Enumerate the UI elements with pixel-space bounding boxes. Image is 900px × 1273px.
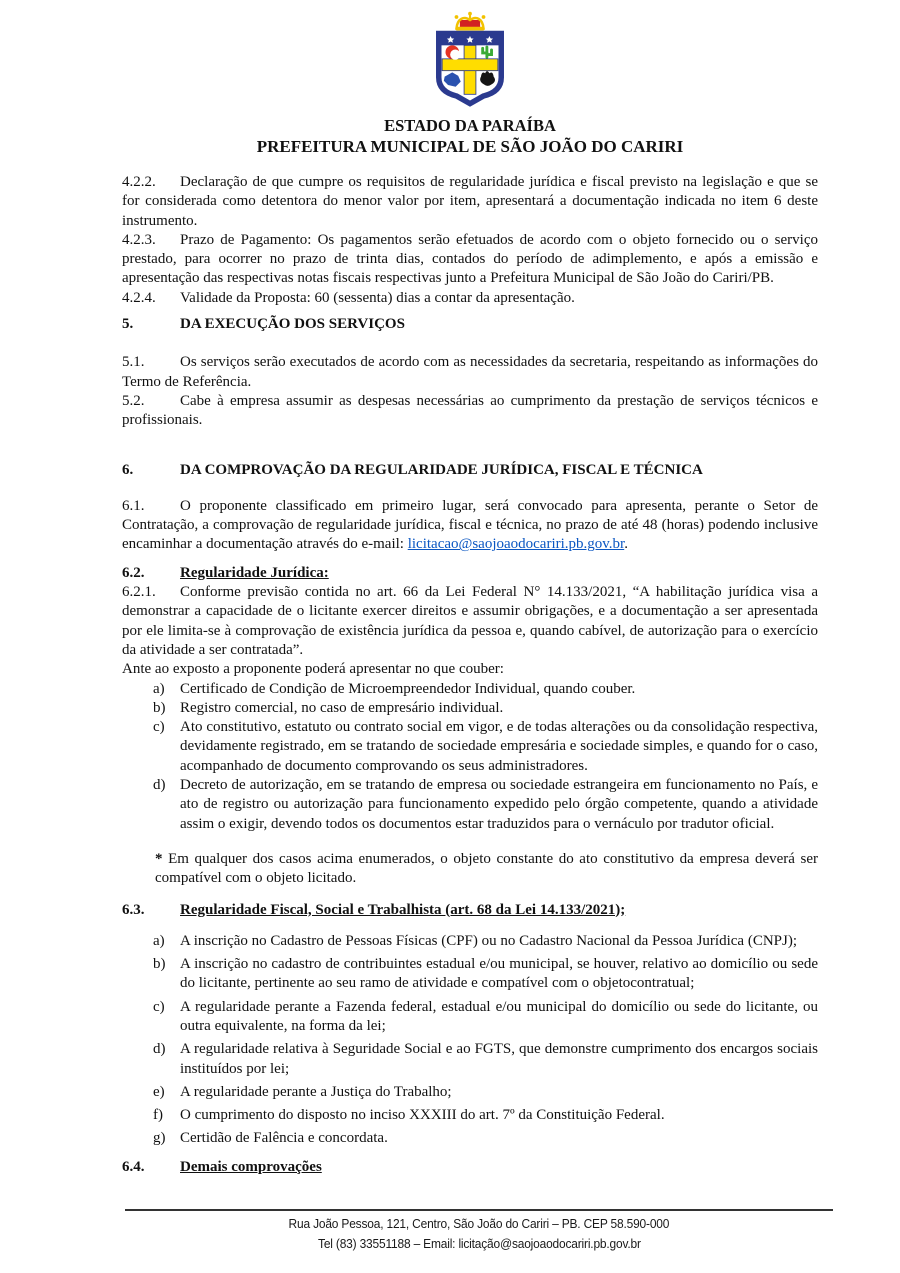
list-item: g) Certidão de Falência e concordata. xyxy=(153,1130,388,1147)
crown-icon xyxy=(455,12,486,31)
licitacao-email-link[interactable]: licitacao@saojoaodocariri.pb.gov.br xyxy=(407,536,625,553)
municipal-coat-of-arms xyxy=(432,8,508,108)
list-item: b) A inscrição no cadastro de contribuintes estadual e/ou municipal, se houver, relativo ao domicílio ou sede do licitante, pertinente ao seu ramo de atividade e compatível com o objetocontratual; xyxy=(153,956,818,992)
paragraph-5-1: 5.1. Os serviços serão executados de acordo com as necessidades da secretaria, respeitando as informações do Termo de Referência. xyxy=(122,354,818,390)
paragraph-6-1: 6.1. O proponente classificado em primeiro lugar, será convocado para apresenta, perante o Setor de Contratação, a comprovação de regularidade jurídica, fiscal e técnica, no prazo de até 48 (horas) podendo inclusive encaminhar a documentação através do e-mail: licitacao@saojoaodocariri.pb.gov.br. xyxy=(122,497,818,553)
paragraph-5-2: 5.2. Cabe à empresa assumir as despesas necessárias ao cumprimento da prestação de serviços técnicos e profissionais. xyxy=(122,392,818,429)
paragraph-6-2-1: 6.2.1. Conforme previsão contida no art. 66 da Lei Federal N° 14.133/2021, “A habilitação jurídica visa a demonstrar a capacidade de o licitante exercer direitos e assumir obrigações, e a documentação a ser apresentada por ele limita-se à comprovação de existência jurídica da pessoa e, quando cabível, de autorização para o exercício da atividade a ser contratada”. xyxy=(122,584,818,658)
paragraph-4-2-2: 4.2.2. Declaração de que cumpre os requisitos de regularidade jurídica e fiscal previsto na legislação e que se for considerada como detentora do menor valor por item, apresentará a documentação indicada no item 6 deste instrumento. xyxy=(122,174,818,229)
list-6-2 xyxy=(122,680,818,834)
list-item: b) Registro comercial, no caso de empresário individual. xyxy=(153,699,504,716)
list-item: d) Decreto de autorização, em se tratando de empresa ou sociedade estrangeira em funcionamento no País, e ato de registro ou autorização para funcionamento expedido pelo órgão competente, quando a atividade assim o exigir, devendo todos os documentos estar traduzidos para o vernáculo por tradutor oficial. xyxy=(153,777,818,832)
section-heading-5: 5. DA EXECUÇÃO DOS SERVIÇOS xyxy=(122,316,405,333)
list-6-3 xyxy=(122,932,818,1149)
list-item: c) A regularidade perante a Fazenda federal, estadual e/ou municipal do domicílio ou sede do licitante, ou outra equivalente, na forma da lei; xyxy=(153,998,818,1034)
note-paragraph: * Em qualquer dos casos acima enumerados, o objeto constante do ato constitutivo da empresa deverá ser compatível com o objeto licitado. xyxy=(155,850,818,887)
header xyxy=(122,8,818,157)
section-heading-6-4: 6.4. Demais comprovações xyxy=(122,1158,322,1175)
list-item: d) A regularidade relativa à Seguridade Social e ao FGTS, que demonstre cumprimento dos encargos sociais instituídos por lei; xyxy=(153,1041,818,1077)
paragraph-4-2-3: 4.2.3. Prazo de Pagamento: Os pagamentos serão efetuados de acordo com o objeto fornecido ou o serviço prestado, para ocorrer no prazo de trinta dias, contados do período de adimplemento, e após a emissão e apresentação das respectivas notas fiscais respectivas junto a Prefeitura Municipal de São João do Cariri/PB. xyxy=(122,231,818,287)
list-item: a) Certificado de Condição de Microempreendedor Individual, quando couber. xyxy=(153,680,636,697)
shield-shape xyxy=(439,34,501,104)
footer-address: Rua João Pessoa, 121, Centro, São João do Cariri – PB. CEP 58.590-000 xyxy=(288,1216,670,1231)
footer-contact: Tel (83) 33551188 – Email: licitação@saojoaodocariri.pb.gov.br xyxy=(317,1236,641,1251)
section-heading-6-3: 6.3. Regularidade Fiscal, Social e Trabalhista (art. 68 da Lei 14.133/2021); xyxy=(122,901,626,918)
header-municipality: PREFEITURA MUNICIPAL DE SÃO JOÃO DO CARIRI xyxy=(256,137,684,156)
page-footer xyxy=(125,1209,833,1254)
document-body xyxy=(122,173,818,1177)
header-state: ESTADO DA PARAÍBA xyxy=(384,116,556,135)
section-heading-6: 6. DA COMPROVAÇÃO DA REGULARIDADE JURÍDICA, FISCAL E TÉCNICA xyxy=(122,461,703,478)
section-heading-6-2: 6.2. Regularidade Jurídica: xyxy=(122,564,329,581)
paragraph-ante-exposto: Ante ao exposto a proponente poderá apresentar no que couber: xyxy=(122,661,504,678)
paragraph-4-2-4: 4.2.4. Validade da Proposta: 60 (sessenta) dias a contar da apresentação. xyxy=(122,289,575,306)
list-item: f) O cumprimento do disposto no inciso XXXIII do art. 7º da Constituição Federal. xyxy=(153,1107,665,1124)
list-item: e) A regularidade perante a Justiça do Trabalho; xyxy=(153,1083,452,1100)
list-item: c) Ato constitutivo, estatuto ou contrato social em vigor, e de todas alterações ou da consolidação respectiva, devidamente registrado, em se tratando de sociedade empresária e sociedade simples, e quando for o caso, acompanhado de documento comprovando os seus administradores. xyxy=(153,719,818,774)
list-item: a) A inscrição no Cadastro de Pessoas Físicas (CPF) ou no Cadastro Nacional da Pessoa Jurídica (CNPJ); xyxy=(153,932,797,949)
